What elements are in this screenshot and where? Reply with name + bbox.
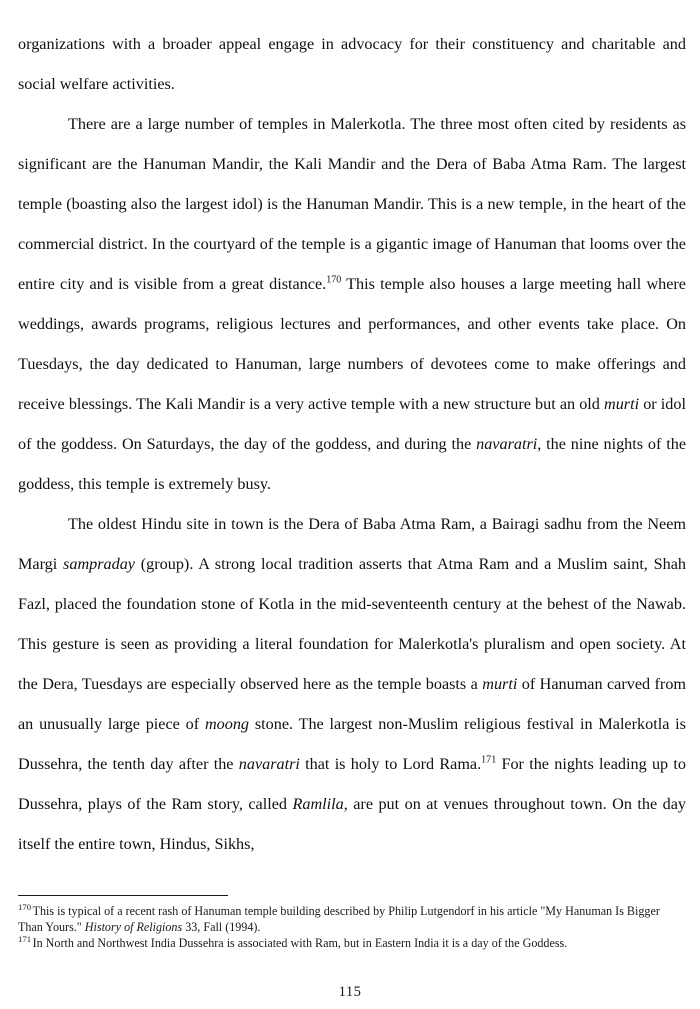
italic-term: navaratri: [476, 435, 538, 453]
footnote-reference[interactable]: 170: [326, 274, 342, 286]
footnote-number: 170: [18, 901, 32, 912]
italic-term: sampraday: [63, 555, 135, 573]
paragraph: There are a large number of temples in Malerkotla. The three most often cited by residents as significant are the Hanuman Mandir, the Kali Mandir and the Dera of Baba Atma Ram. The largest temple (boasting also the largest idol) is the Hanuman Mandir. This is a new temple, in the heart of the commercial district. In the courtyard of the temple is a gigantic image of Hanuman that looms over the entire city and is visible from a great distance.$^{170}$ This temple also houses a large meeting hall where weddings, awards programs, religious lectures and performances, and other events take place. On Tuesdays, the day dedicated to Hanuman, large numbers of devotees come to make offerings and receive blessings. The Kali Mandir is a very active temple with a new structure but an old murti or idol of the goddess. On Saturdays, the day of the goddess, and during the navaratri, the nine nights of the goddess, this temple is extremely busy.: [18, 115, 686, 493]
footnote-separator-rule: [18, 895, 228, 896]
paragraph: organizations with a broader appeal engage in advocacy for their constituency and charitable and social welfare activities.: [18, 35, 686, 93]
italic-term: murti: [482, 675, 518, 693]
italic-term: moong: [204, 715, 250, 733]
italic-term: murti: [604, 395, 640, 413]
italic-term: History of Religions: [84, 920, 183, 935]
page-number: 115: [338, 984, 362, 1000]
body-text-column: [18, 24, 686, 864]
paragraph: The oldest Hindu site in town is the Dera of Baba Atma Ram, a Bairagi sadhu from the Neem Margi sampraday (group). A strong local tradition asserts that Atma Ram and a Muslim saint, Shah Fazl, placed the foundation stone of Kotla in the mid-seventeenth century at the behest of the Nawab. This gesture is seen as providing a literal foundation for Malerkotla's pluralism and open society. At the Dera, Tuesdays are especially observed here as the temple boasts a murti of Hanuman carved from an unusually large piece of moong stone. The largest non-Muslim religious festival in Malerkotla is Dussehra, the tenth day after the navaratri that is holy to Lord Rama.$^{171}$ For the nights leading up to Dussehra, plays of the Ram story, called Ramlila, are put on at venues throughout town. On the day itself the entire town, Hindus, Sikhs,: [18, 515, 687, 853]
italic-term: Ramlila: [292, 795, 344, 813]
footnote-area: [18, 895, 686, 952]
footnote: $^{171}$ In North and Northwest India Dussehra is associated with Ram, but in Eastern India it is a day of the Goddess.: [18, 934, 568, 951]
footnote-number: 171: [18, 934, 32, 945]
footnote: $^{170}$ This is typical of a recent rash of Hanuman temple building described by Philip Lutgendorf in his article "My Hanuman Is Bigger Than Yours." History of Religions 33, Fall (1994).: [18, 901, 660, 935]
italic-term: navaratri: [238, 755, 300, 773]
footnote-reference[interactable]: 171: [481, 754, 497, 766]
